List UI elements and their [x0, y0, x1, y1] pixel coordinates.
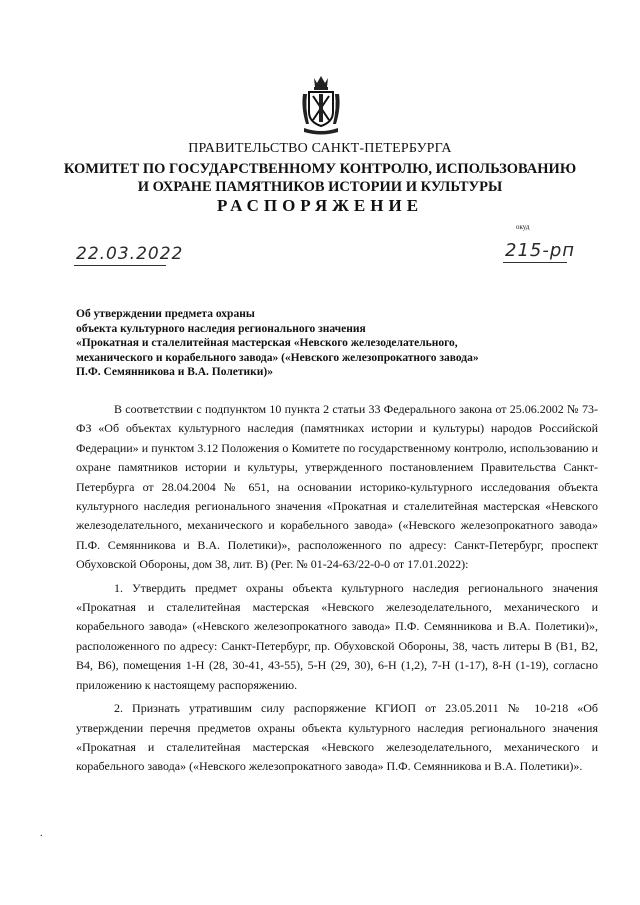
okud-label: окуд	[516, 223, 530, 231]
number-underline	[503, 262, 567, 263]
subject-line: механического и корабельного завода» («Невского железопрокатного завода»	[76, 351, 479, 364]
subject-line: П.Ф. Семянникова и В.А. Полетики)»	[76, 366, 274, 379]
item-1-paragraph: 1. Утвердить предмет охраны объекта культурного наследия регионального значения «Прокатная и сталелитейная мастерская «Невского железоделательного, механического и корабельного завода» («Невского железопрокатного завода» П.Ф. Семянникова и В.А. Полетики)», расположенного по адресу: Санкт-Петербург, пр. Обуховской Обороны, 38, часть литеры В (В1, В2, В4, В6), помещения 1-Н (28, 30-41, 43-55), 5-Н (29, 30), 6-Н (1,2), 7-Н (1-17), 8-Н (1-19), согласно приложению к настоящему распоряжению.	[76, 580, 598, 692]
subject-line: объекта культурного наследия регионального значения	[76, 322, 366, 335]
item-2-paragraph: 2. Признать утратившим силу распоряжение КГИОП от 23.05.2011 № 10-218 «Об утверждении перечня предметов охраны объекта культурного наследия регионального значения «Прокатная и сталелитейная мастерская «Невского железоделательного, механического и корабельного завода» («Невского железопрокатного завода» П.Ф. Семянникова и В.А. Полетики)».	[76, 701, 598, 774]
handwritten-date: 22.03.2022	[76, 244, 184, 264]
committee-title-line: КОМИТЕТ ПО ГОСУДАРСТВЕННОМУ КОНТРОЛЮ, ИСПОЛЬЗОВАНИЮ	[63, 161, 577, 177]
handwritten-document-number: 215-рп	[505, 240, 576, 261]
committee-title-line: И ОХРАНЕ ПАМЯТНИКОВ ИСТОРИИ И КУЛЬТУРЫ	[137, 179, 503, 195]
document-type-title: РАСПОРЯЖЕНИЕ	[216, 196, 424, 215]
document-body	[76, 400, 598, 777]
margin-mark: .	[40, 828, 43, 839]
subject-line: Об утверждении предмета охраны	[76, 308, 255, 320]
date-underline	[74, 265, 166, 266]
document-subject	[76, 307, 576, 380]
preamble-paragraph: В соответствии с подпунктом 10 пункта 2 статьи 33 Федерального закона от 25.06.2002 № 73-ФЗ «Об объектах культурного наследия (памятниках истории и культуры) народов Российской Федерации» и пунктом 3.12 Положения о Комитете по государственному контролю, использованию и охране памятников истории и культуры, утвержденного постановлением Правительства Санкт-Петербурга от 28.04.2004 № 651, на основании историко-культурного исследования объекта культурного наследия регионального значения «Прокатная и сталелитейная мастерская «Невского железоделательного, механического и корабельного завода» («Невского железопрокатного завода» П.Ф. Семянникова и В.А. Полетики)», расположенного по адресу: Санкт-Петербург, проспект Обуховской Обороны, дом 38, лит. В) (Рег. № 01-24-63/22-0-0 от 17.01.2022):	[76, 402, 598, 572]
government-title: ПРАВИТЕЛЬСТВО САНКТ-ПЕТЕРБУРГА	[188, 141, 452, 156]
committee-title	[0, 160, 640, 196]
coat-of-arms-icon	[300, 74, 342, 136]
subject-line: «Прокатная и сталелитейная мастерская «Невского железоделательного,	[76, 337, 458, 350]
